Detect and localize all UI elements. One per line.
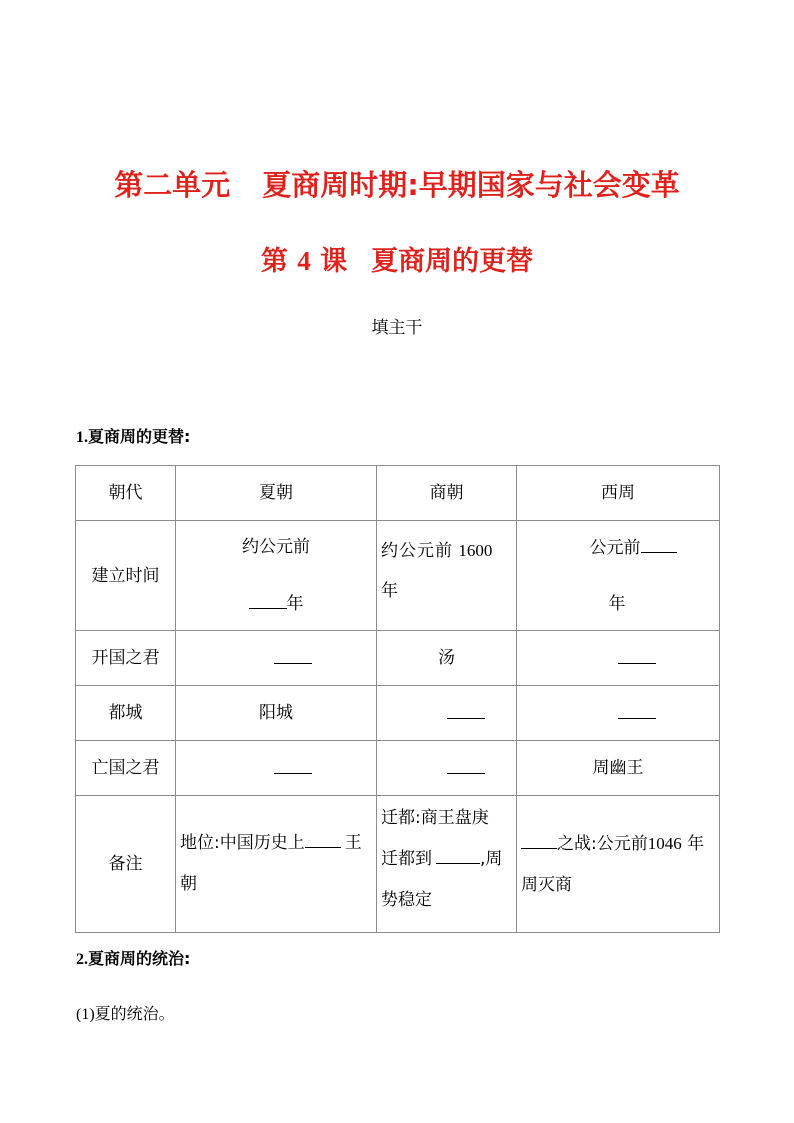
zhou-capital — [517, 686, 720, 741]
blank-zhou-founder[interactable] — [618, 645, 656, 664]
paragraph-1 — [76, 1001, 175, 1024]
lesson-number: 4 — [297, 246, 311, 276]
xia-year-suffix: 年 — [286, 594, 304, 614]
xia-notes-wang: 王 — [344, 833, 362, 853]
section-1-number: 1. — [76, 429, 88, 446]
shang-last-ruler — [377, 741, 517, 796]
table-row-last-ruler — [76, 741, 720, 796]
shang-notes — [377, 796, 517, 933]
shang-founder: 汤 — [377, 631, 517, 686]
blank-shang-capital[interactable] — [447, 700, 485, 719]
blank-zhou-year[interactable] — [641, 534, 677, 553]
zhou-founder — [517, 631, 720, 686]
table-header-row — [76, 466, 720, 521]
shang-year-suffix: 年 — [381, 581, 398, 601]
zhou-last-ruler: 周幽王 — [517, 741, 720, 796]
blank-zhou-notes[interactable] — [521, 830, 557, 849]
subtitle: 填主干 — [371, 318, 423, 338]
lesson-suffix: 课 — [320, 246, 348, 277]
shang-founding-year: 1600 — [458, 541, 493, 560]
blank-shang-notes[interactable] — [436, 845, 480, 864]
xia-notes-chao: 朝 — [180, 874, 197, 894]
xia-capital: 阳城 — [176, 686, 377, 741]
zhou-notes-battle: 之战:公元前 — [557, 833, 648, 854]
dynasty-table — [75, 465, 720, 933]
section-2-heading — [76, 946, 190, 969]
blank-xia-last-ruler[interactable] — [274, 755, 312, 774]
blank-xia-notes[interactable] — [305, 829, 341, 848]
shang-notes-move: 迁都:商王盘庚 — [381, 808, 489, 828]
row-label-capital: 都城 — [76, 686, 176, 741]
row-label-founder: 开国之君 — [76, 631, 176, 686]
blank-xia-founder[interactable] — [274, 645, 312, 664]
xia-founding-text: 约公元前 — [242, 537, 310, 557]
blank-xia-year[interactable] — [249, 590, 287, 609]
shang-notes-zhou: ,周 — [480, 849, 503, 869]
header-dynasty: 朝代 — [76, 466, 176, 521]
section-1-title: 夏商周的更替: — [88, 427, 191, 446]
zhou-notes-year: 1046 — [647, 833, 682, 853]
zhou-founding-text: 公元前 — [589, 538, 641, 558]
blank-zhou-capital[interactable] — [618, 700, 656, 719]
shang-capital — [377, 686, 517, 741]
section-2-number: 2. — [76, 951, 88, 968]
zhou-notes-nian: 年 — [687, 833, 705, 854]
unit-number: 第二单元 — [114, 168, 231, 202]
header-xia: 夏朝 — [176, 466, 377, 521]
header-shang: 商朝 — [377, 466, 517, 521]
xia-founder — [176, 631, 377, 686]
table-row-founder — [76, 631, 720, 686]
xia-notes — [176, 796, 377, 933]
zhou-year-suffix: 年 — [608, 594, 626, 614]
shang-founding-time — [377, 521, 517, 631]
shang-notes-stable: 势稳定 — [381, 890, 432, 910]
row-label-founding-time: 建立时间 — [76, 521, 176, 631]
zhou-notes-conquest: 周灭商 — [521, 874, 572, 895]
row-label-last-ruler: 亡国之君 — [76, 741, 176, 796]
zhou-notes — [517, 796, 720, 933]
lesson-title — [0, 239, 794, 278]
lesson-prefix: 第 — [260, 246, 288, 277]
table-row-notes — [76, 796, 720, 933]
paragraph-1-number: (1) — [76, 1006, 95, 1023]
lesson-name: 夏商周的更替 — [371, 246, 534, 277]
shang-notes-moveto: 迁都到 — [381, 849, 432, 869]
table-row-founding-time — [76, 521, 720, 631]
unit-title — [0, 163, 794, 204]
xia-last-ruler — [176, 741, 377, 796]
paragraph-1-text: 夏的统治。 — [94, 1004, 175, 1023]
row-label-notes: 备注 — [76, 796, 176, 933]
unit-theme: 夏商周时期:早期国家与社会变革 — [262, 168, 680, 202]
header-western-zhou: 西周 — [517, 466, 720, 521]
shang-founding-text: 约公元前 — [381, 541, 453, 561]
zhou-founding-time — [517, 521, 720, 631]
xia-founding-time — [176, 521, 377, 631]
table-row-capital — [76, 686, 720, 741]
section-1-heading — [76, 424, 190, 447]
xia-notes-status: 地位:中国历史上 — [180, 833, 305, 853]
section-2-title: 夏商周的统治: — [88, 949, 191, 968]
blank-shang-last-ruler[interactable] — [447, 755, 485, 774]
